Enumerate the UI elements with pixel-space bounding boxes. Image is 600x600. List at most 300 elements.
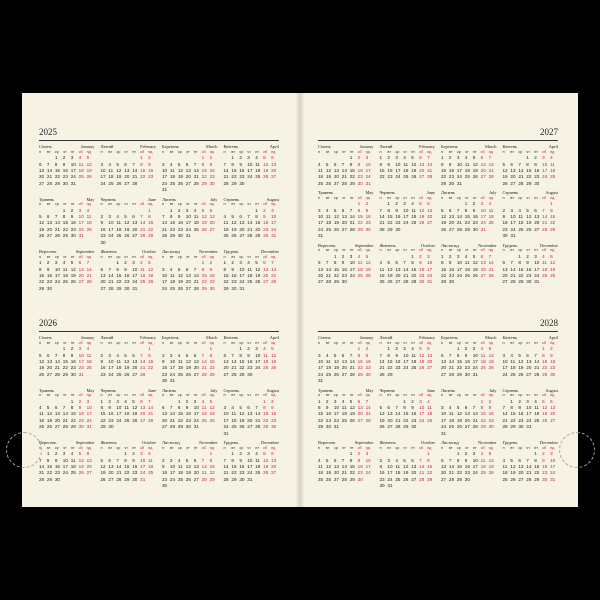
day-cell: 16 (271, 411, 277, 417)
day-cell: 4 (518, 207, 521, 213)
day-cell: 17 (550, 463, 556, 469)
day-cell: 10 (318, 214, 324, 220)
day-cell: 15 (209, 463, 215, 469)
day-cell: 26 (124, 371, 130, 377)
day-cell: 7 (140, 352, 143, 358)
day-cell: 17 (193, 411, 199, 417)
day-cell: 31 (162, 187, 168, 193)
day-cell: 13 (263, 266, 269, 272)
day-cell: 6 (448, 207, 452, 213)
day-cell: 26 (365, 272, 371, 278)
day-cell: 23 (502, 226, 508, 232)
day-cell: 29 (177, 424, 183, 430)
day-cell: 30 (162, 483, 168, 489)
day-cell: 25 (427, 417, 433, 423)
day-cell: 27 (441, 371, 447, 377)
day-cell: 19 (46, 417, 53, 423)
day-cell: 7 (54, 352, 58, 358)
day-cell: 16 (534, 167, 540, 173)
day-cell: 10 (387, 463, 393, 469)
day-cell: 6 (464, 405, 468, 411)
weekday-label: нд (550, 340, 555, 345)
day-cell: 25 (480, 470, 486, 476)
day-cell: 20 (419, 167, 425, 173)
day-cell: 14 (534, 358, 540, 364)
day-cell: 24 (185, 226, 191, 232)
day-cell: 8 (349, 161, 353, 167)
day-cell: 7 (201, 457, 205, 463)
day-cell: 16 (239, 463, 245, 469)
weekday-label: пт (534, 445, 538, 450)
weekday-label: п (162, 340, 165, 345)
day-cell: 7 (132, 161, 135, 167)
day-cell: 20 (223, 365, 229, 371)
month-name-uk: Квітень (223, 144, 238, 149)
day-cell: 25 (70, 470, 76, 476)
day-cell: 27 (341, 371, 347, 377)
day-cell: 17 (247, 167, 253, 173)
day-cell: 26 (441, 226, 447, 232)
day-cell: 7 (39, 457, 42, 463)
day-cell: 28 (341, 476, 347, 482)
day-cell: 5 (403, 457, 406, 463)
day-cell: 7 (395, 405, 398, 411)
weekday-label: ср (395, 248, 400, 253)
day-cell: 6 (263, 260, 266, 266)
day-cell: 25 (108, 180, 114, 186)
day-cell: 10 (542, 161, 548, 167)
day-cell: 15 (62, 358, 68, 364)
day-cell: 4 (325, 207, 329, 213)
weekday-label: пт (132, 393, 136, 398)
day-cell: 6 (518, 457, 521, 463)
day-cell: 12 (100, 463, 106, 469)
day-cell: 18 (480, 358, 486, 364)
month-name-uk: Січень (39, 335, 52, 340)
day-cell: 27 (448, 226, 455, 232)
day-cell: 26 (456, 424, 462, 430)
day-cell: 11 (177, 463, 183, 469)
day-cell: 4 (488, 201, 492, 207)
day-cell: 25 (169, 285, 176, 291)
day-cell: 7 (341, 457, 345, 463)
day-cell: 24 (510, 226, 516, 232)
month-calendar (318, 440, 374, 490)
weekday-label: пт (472, 149, 477, 154)
month-grid (503, 341, 559, 379)
day-cell: 4 (263, 346, 266, 352)
day-cell: 9 (395, 352, 398, 358)
day-cell: 31 (223, 430, 229, 436)
day-cell: 26 (263, 174, 269, 180)
weekday-label: чт (185, 340, 190, 345)
day-cell: 17 (542, 167, 548, 173)
day-cell: 21 (456, 220, 462, 226)
day-cell: 2 (419, 253, 422, 259)
day-cell: 26 (209, 417, 215, 423)
day-cell: 20 (193, 365, 199, 371)
day-cell: 10 (108, 358, 114, 364)
month-grid (318, 196, 374, 240)
day-cell: 6 (480, 253, 484, 259)
day-cell: 22 (411, 272, 417, 278)
day-cell: 7 (349, 207, 353, 213)
weekday-label: п (318, 445, 321, 450)
day-cell: 20 (464, 417, 470, 423)
weekday-label: ср (116, 149, 121, 154)
day-cell: 8 (263, 405, 266, 411)
month-grid (162, 446, 218, 490)
day-cell: 26 (70, 279, 76, 285)
day-cell: 22 (148, 365, 154, 371)
day-cell: 6 (341, 352, 345, 358)
day-cell: 6 (124, 161, 127, 167)
weekday-label: ср (456, 149, 461, 154)
weekday-label: п (379, 248, 382, 253)
day-cell: 11 (318, 463, 323, 469)
day-cell: 5 (325, 457, 329, 463)
day-cell: 16 (341, 266, 347, 272)
month-name-uk: Серпень (502, 190, 519, 196)
weekday-label: ср (177, 149, 182, 154)
day-cell: 3 (318, 207, 321, 213)
day-cell: 4 (201, 398, 205, 404)
day-cell: 1 (427, 451, 430, 457)
day-cell: 1 (201, 260, 205, 266)
month-grid (380, 248, 436, 286)
weekday-label: ср (456, 445, 461, 450)
day-cell: 3 (365, 451, 369, 457)
day-cell: 22 (116, 279, 122, 285)
day-cell: 21 (148, 411, 154, 417)
day-cell: 20 (46, 226, 53, 232)
weekday-label: вт (108, 202, 113, 207)
day-cell: 5 (365, 253, 369, 259)
month-grid (224, 202, 280, 240)
day-cell: 8 (534, 457, 537, 463)
day-cell: 26 (325, 476, 332, 482)
day-cell: 18 (480, 463, 486, 469)
day-cell: 4 (502, 457, 506, 463)
day-cell: 8 (480, 405, 484, 411)
day-cell: 26 (46, 424, 53, 430)
day-cell: 6 (271, 155, 274, 161)
day-cell: 8 (177, 405, 181, 411)
weekday-label: чт (526, 445, 530, 450)
day-cell: 14 (39, 463, 45, 469)
day-cell: 22 (456, 470, 462, 476)
day-cell: 30 (411, 424, 417, 430)
weekday-label: чт (403, 248, 407, 253)
day-cell: 18 (223, 226, 229, 232)
weekday-label: ср (116, 340, 121, 345)
day-cell: 27 (341, 226, 347, 232)
day-cell: 5 (387, 260, 390, 266)
day-cell: 22 (387, 365, 393, 371)
day-cell: 13 (185, 272, 191, 278)
day-cell: 24 (472, 470, 478, 476)
day-cell: 17 (441, 417, 447, 423)
day-cell: 17 (318, 220, 324, 226)
day-cell: 25 (550, 174, 556, 180)
day-cell: 16 (70, 358, 76, 364)
day-cell: 15 (456, 463, 462, 469)
day-cell: 5 (271, 346, 274, 352)
day-cell: 21 (518, 174, 524, 180)
day-cell: 8 (387, 352, 390, 358)
weekday-label: п (39, 445, 42, 450)
day-cell: 17 (472, 358, 478, 364)
day-cell: 4 (464, 253, 468, 259)
day-cell: 5 (148, 260, 151, 266)
day-cell: 18 (116, 365, 122, 371)
day-cell: 22 (441, 272, 447, 278)
day-cell: 7 (542, 207, 545, 213)
day-cell: 22 (403, 417, 409, 423)
day-cell: 21 (379, 220, 385, 226)
day-cell: 19 (510, 470, 516, 476)
weekday-label: п (502, 445, 505, 450)
weekday-label: п (441, 340, 444, 345)
month-grid (441, 196, 497, 234)
day-cell: 6 (78, 260, 82, 266)
day-cell: 1 (333, 253, 337, 259)
day-cell: 16 (379, 470, 385, 476)
weekday-label: пт (70, 254, 75, 259)
day-cell: 8 (116, 266, 119, 272)
weekday-label: ср (456, 248, 461, 253)
day-cell: 1 (550, 201, 553, 207)
weekday-label: ср (116, 202, 121, 207)
weekday-label: сб (78, 445, 83, 450)
weekday-label: сб (419, 393, 424, 398)
day-cell: 29 (231, 476, 237, 482)
day-cell: 28 (456, 226, 462, 232)
day-cell: 4 (411, 346, 414, 352)
weekday-label: сб (542, 340, 547, 345)
day-cell: 9 (54, 457, 58, 463)
month-calendar (162, 440, 218, 490)
day-cell: 28 (472, 424, 478, 430)
day-cell: 21 (448, 470, 455, 476)
day-cell: 11 (542, 260, 547, 266)
month-name-en: November (198, 249, 218, 255)
day-cell: 5 (100, 457, 104, 463)
day-cell: 23 (387, 174, 393, 180)
weekday-label: сб (357, 340, 362, 345)
day-cell: 24 (78, 365, 84, 371)
day-cell: 11 (70, 457, 76, 463)
day-cell: 16 (54, 463, 60, 469)
day-cell: 6 (357, 398, 361, 404)
day-cell: 28 (271, 279, 277, 285)
day-cell: 15 (387, 214, 393, 220)
day-cell: 3 (510, 207, 513, 213)
day-cell: 1 (510, 398, 513, 404)
day-cell: 16 (357, 463, 363, 469)
day-cell: 9 (502, 214, 506, 220)
day-cell: 17 (427, 266, 433, 272)
day-cell: 5 (201, 207, 205, 213)
day-cell: 23 (365, 220, 371, 226)
day-cell: 30 (488, 424, 494, 430)
weekday-label: сб (542, 248, 547, 253)
day-cell: 1 (100, 398, 104, 404)
weekday-label: пт (70, 149, 75, 154)
day-cell: 21 (223, 174, 229, 180)
day-cell: 15 (349, 463, 355, 469)
day-cell: 10 (54, 266, 60, 272)
day-cell: 26 (231, 233, 237, 239)
day-cell: 25 (395, 476, 401, 482)
day-cell: 27 (387, 424, 393, 430)
year-label: 2026 (39, 318, 57, 328)
day-cell: 3 (185, 207, 189, 213)
day-cell: 4 (318, 161, 321, 167)
month-calendar (162, 388, 218, 438)
day-cell: 18 (448, 417, 455, 423)
day-cell: 28 (162, 233, 168, 239)
day-cell: 14 (427, 161, 433, 167)
day-cell: 9 (239, 161, 242, 167)
weekday-label: ср (333, 149, 338, 154)
day-cell: 28 (349, 226, 355, 232)
month-grid (224, 341, 280, 379)
day-cell: 13 (78, 266, 84, 272)
day-cell: 28 (419, 476, 425, 482)
day-cell: 28 (379, 226, 385, 232)
day-cell: 19 (100, 470, 106, 476)
month-calendar (162, 335, 218, 385)
day-cell: 15 (480, 411, 486, 417)
day-cell: 26 (39, 233, 45, 239)
day-cell: 21 (193, 174, 199, 180)
day-cell: 5 (177, 266, 181, 272)
weekday-label: п (318, 149, 321, 154)
day-cell: 27 (333, 476, 339, 482)
day-cell: 24 (365, 470, 371, 476)
day-cell: 31 (480, 226, 486, 232)
month-row (39, 197, 279, 247)
month-grid (503, 196, 559, 240)
day-cell: 17 (78, 220, 84, 226)
day-cell: 9 (464, 457, 468, 463)
weekday-label: вт (169, 202, 174, 207)
weekday-label: п (502, 149, 505, 154)
day-cell: 27 (318, 279, 324, 285)
day-cell: 18 (169, 174, 176, 180)
day-cell: 28 (140, 371, 146, 377)
day-cell: 27 (441, 476, 447, 482)
day-cell: 9 (357, 457, 361, 463)
day-cell: 6 (411, 457, 414, 463)
day-cell: 31 (510, 233, 516, 239)
month-name-en: May (86, 196, 95, 202)
day-cell: 14 (54, 220, 60, 226)
weekday-label: чт (62, 340, 67, 345)
day-cell: 11 (510, 358, 516, 364)
weekday-label: ср (116, 254, 121, 259)
weekday-label: вт (46, 202, 51, 207)
day-cell: 22 (124, 470, 130, 476)
day-cell: 23 (177, 226, 183, 232)
year-block (318, 127, 558, 286)
weekday-label: вт (510, 149, 515, 154)
month-name-uk: Жовтень (100, 440, 117, 446)
day-cell: 23 (162, 371, 168, 377)
weekday-label: сб (201, 445, 206, 450)
month-calendar (101, 197, 157, 247)
day-cell: 9 (325, 405, 329, 411)
day-cell: 31 (193, 424, 199, 430)
year-rule (318, 331, 558, 332)
day-cell: 26 (333, 371, 339, 377)
month-grid (39, 393, 95, 431)
weekday-label: чт (341, 248, 346, 253)
day-cell: 17 (456, 266, 462, 272)
day-cell: 19 (201, 220, 207, 226)
day-cell: 10 (255, 352, 261, 358)
day-cell: 3 (403, 346, 406, 352)
weekday-label: ср (177, 340, 182, 345)
day-cell: 16 (100, 226, 106, 232)
day-cell: 17 (534, 266, 540, 272)
weekday-label: нд (365, 248, 370, 253)
day-cell: 20 (333, 470, 339, 476)
weekday-label: п (502, 340, 505, 345)
day-cell: 8 (518, 260, 521, 266)
day-cell: 30 (542, 476, 548, 482)
weekday-label: ср (518, 149, 523, 154)
day-cell: 14 (108, 272, 114, 278)
day-cell: 20 (341, 220, 347, 226)
day-cell: 21 (140, 365, 146, 371)
weekday-label: нд (86, 149, 91, 154)
day-cell: 6 (441, 457, 444, 463)
day-cell: 4 (62, 260, 66, 266)
day-cell: 21 (39, 470, 45, 476)
day-cell: 12 (542, 405, 548, 411)
day-cell: 16 (177, 220, 183, 226)
day-cell: 18 (534, 411, 540, 417)
day-cell: 29 (124, 476, 130, 482)
month-name-uk: Вересень (39, 249, 57, 255)
day-cell: 27 (46, 371, 53, 377)
month-grid (380, 341, 436, 379)
day-cell: 10 (441, 411, 447, 417)
month-grid (441, 341, 497, 379)
day-cell: 29 (387, 371, 393, 377)
day-cell: 20 (441, 470, 447, 476)
day-cell: 11 (148, 457, 153, 463)
weekday-label: п (502, 195, 505, 200)
day-cell: 12 (488, 457, 494, 463)
month-calendar (503, 243, 559, 286)
weekday-label: сб (357, 195, 362, 200)
day-cell: 26 (116, 180, 122, 186)
weekday-label: сб (78, 254, 83, 259)
day-cell: 31 (70, 180, 76, 186)
day-cell: 26 (271, 365, 277, 371)
day-cell: 20 (411, 470, 417, 476)
day-cell: 21 (62, 417, 68, 423)
day-cell: 21 (132, 174, 138, 180)
day-cell: 3 (255, 346, 258, 352)
year-label: 2028 (540, 318, 558, 328)
day-cell: 24 (534, 272, 540, 278)
day-cell: 4 (39, 405, 42, 411)
day-cell: 24 (480, 220, 486, 226)
